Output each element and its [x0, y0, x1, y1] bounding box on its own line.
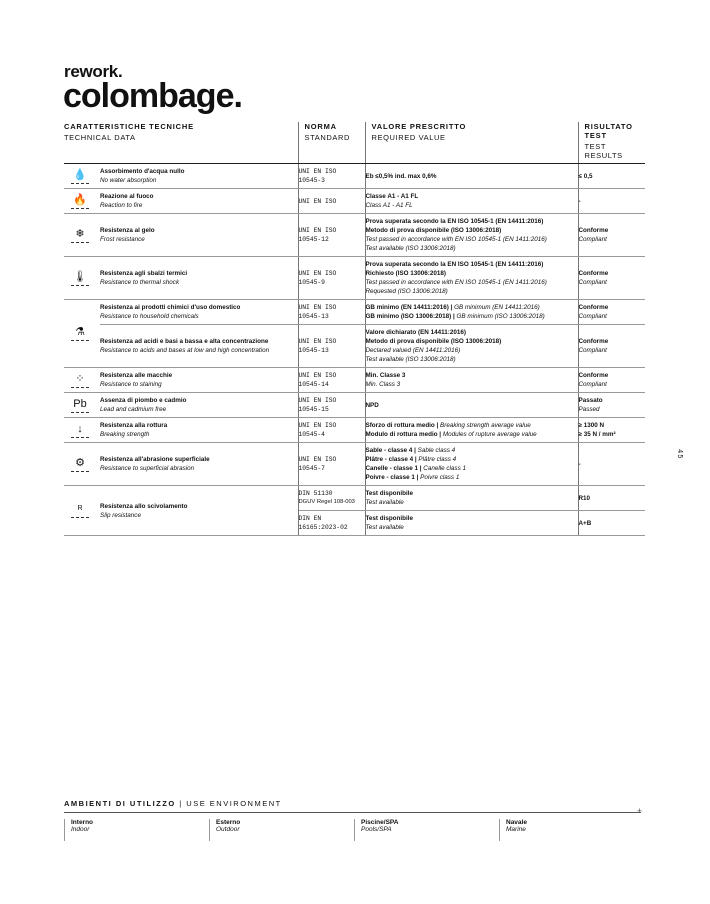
table-row — [64, 164, 645, 189]
value-it: GB minimo (ISO 13006:2018) | — [365, 313, 457, 320]
value-en: Test passed in accordance with EN ISO 10545-1 (EN 1411:2016) — [365, 279, 547, 286]
header-characteristics-en: TECHNICAL DATA — [64, 133, 136, 142]
brand-subtitle: rework. — [64, 62, 123, 81]
standard-cell — [298, 300, 365, 325]
thermometer-icon: 🌡 — [71, 271, 89, 286]
standard-line: 10545-3 — [298, 177, 325, 184]
row-icon-cell — [64, 418, 100, 443]
brand-title: colombage. — [63, 77, 242, 115]
characteristic-cell — [100, 393, 298, 418]
standard-cell — [298, 443, 365, 486]
environment-item-it: Interno — [71, 819, 94, 826]
standard-line: 16165:2023-02 — [298, 524, 348, 531]
characteristic-it: Reazione al fuoco — [100, 193, 154, 200]
value-it: Prova superata secondo la EN ISO 10545-1 (EN 14411:2016) — [365, 218, 544, 225]
environment-title-en: USE ENVIRONMENT — [186, 799, 282, 808]
test-result-cell — [578, 511, 645, 536]
characteristic-en: Reaction to fire — [100, 202, 143, 209]
abrasion-line — [366, 455, 574, 464]
test-result-cell — [578, 325, 645, 368]
standard-line: 10545-7 — [298, 465, 325, 472]
row-icon-cell — [64, 368, 100, 393]
header-standard-it: NORMA — [304, 122, 337, 131]
table-row — [64, 214, 645, 257]
abrasion-en: Canelle class 1 — [423, 465, 466, 472]
test-result-cell — [578, 300, 645, 325]
header-value-it: VALORE PRESCRITTO — [371, 122, 467, 131]
environment-item-en: Pools/SPA — [361, 826, 392, 833]
row-icon-cell — [64, 214, 100, 257]
abrasion-line — [366, 464, 574, 473]
characteristic-cell — [100, 257, 298, 300]
header-required-value — [365, 122, 578, 164]
value-line — [366, 430, 574, 439]
abrasion-line — [366, 473, 574, 482]
page-number: 45 — [675, 449, 683, 460]
characteristic-it: Assorbimento d'acqua nullo — [100, 168, 185, 175]
standard-cell — [298, 393, 365, 418]
standard-cell — [298, 368, 365, 393]
abrasion-gear-icon: ⚙ — [71, 457, 89, 472]
standard-line: 10545-13 — [298, 313, 329, 320]
required-value-cell — [365, 325, 578, 368]
value-en: Declared valued (EN 14411:2016) — [365, 347, 461, 354]
header-characteristics-it: CARATTERISTICHE TECNICHE — [64, 122, 194, 131]
abrasion-it: Canelle - classe 1 | — [365, 465, 424, 472]
standard-line: UNI EN ISO — [298, 397, 337, 404]
water-drop-icon: 💧 — [71, 169, 89, 184]
header-test-results — [578, 122, 645, 164]
standard-line: UNI EN ISO — [298, 372, 337, 379]
test-result-cell — [578, 257, 645, 300]
table-row — [64, 325, 645, 368]
standard-line: DIN EN — [298, 515, 322, 522]
environment-item-en: Outdoor — [216, 826, 240, 833]
table-row — [64, 189, 645, 214]
standard-line: UNI EN ISO — [298, 338, 337, 345]
environment-title-separator: | — [175, 799, 187, 808]
row-icon-cell — [64, 257, 100, 300]
characteristic-cell — [100, 418, 298, 443]
environment-item — [354, 819, 491, 841]
header-value-en: REQUIRED VALUE — [371, 133, 446, 142]
value-it: Richiesto (ISO 13006:2018) — [365, 270, 446, 277]
standard-cell — [298, 325, 365, 368]
result-it: - — [578, 460, 581, 468]
value-en: Class A1 - A1 FL — [365, 202, 413, 209]
standard-cell — [298, 257, 365, 300]
required-value-cell — [365, 189, 578, 214]
test-result-cell — [578, 368, 645, 393]
required-value-cell — [365, 511, 578, 536]
environment-item — [64, 819, 201, 841]
standard-line: 10545-12 — [298, 236, 329, 243]
standard-line: 10545-4 — [298, 431, 325, 438]
standard-cell — [298, 511, 365, 536]
header-results-en: TEST RESULTS — [584, 142, 623, 160]
value-it: Modulo di rottura medio | — [365, 431, 443, 438]
header-standard-en: STANDARD — [304, 133, 350, 142]
value-en: Test available — [365, 499, 404, 506]
result-line: ≥ 35 N / mm² — [578, 431, 616, 438]
characteristic-en: Resistance to thermal shock — [100, 279, 180, 286]
standard-cell — [298, 418, 365, 443]
value-it: Test disponibile — [365, 490, 413, 497]
required-value-cell — [365, 443, 578, 486]
environment-item-it: Esterno — [216, 819, 241, 826]
result-it: Conforme — [578, 372, 609, 379]
characteristic-cell — [100, 368, 298, 393]
result-en: Compliant — [578, 236, 607, 243]
standard-cell — [298, 164, 365, 189]
characteristic-it: Resistenza allo scivolamento — [100, 502, 188, 510]
abrasion-it: Sable - classe 4 | — [365, 447, 418, 454]
fire-icon: 🔥 — [71, 194, 89, 209]
value-it: NPD — [365, 401, 379, 409]
header-characteristics — [64, 122, 298, 164]
test-result-cell — [578, 393, 645, 418]
standard-line: UNI EN ISO — [298, 168, 337, 175]
technical-data-table — [64, 122, 645, 536]
value-it: Test disponibile — [365, 515, 413, 522]
required-value-cell — [365, 368, 578, 393]
test-result-cell — [578, 443, 645, 486]
characteristic-en: Resistance to acids and bases at low and high concentration — [100, 347, 270, 354]
standard-line: 10545-14 — [298, 381, 329, 388]
standard-line: 10545-9 — [298, 279, 325, 286]
value-en: Test passed in accordance with EN ISO 10545-1 (EN 1411:2016) — [365, 236, 547, 243]
table-row — [64, 443, 645, 486]
characteristic-it: Resistenza alla rottura — [100, 422, 168, 429]
value-it: Eb ≤0,5% ind. max 0,6% — [365, 172, 437, 180]
characteristic-it: Resistenza ai prodotti chimici d'uso domestico — [100, 304, 241, 311]
table-row — [64, 393, 645, 418]
standard-line: UNI EN ISO — [298, 270, 337, 277]
value-it: Prova superata secondo la EN ISO 10545-1 (EN 14411:2016) — [365, 261, 544, 268]
environment-item — [209, 819, 346, 841]
plus-mark: + — [637, 806, 643, 816]
result-en: Compliant — [578, 381, 607, 388]
characteristic-cell — [100, 189, 298, 214]
characteristic-cell — [100, 443, 298, 486]
value-en: GB minimum (ISO 13006:2018) — [456, 313, 545, 320]
value-it: Sforzo di rottura medio | — [365, 422, 441, 429]
characteristic-it: Resistenza all'abrasione superficiale — [100, 456, 210, 463]
result-en: Passed — [578, 406, 600, 413]
abrasion-it: Plâtre - classe 4 | — [365, 456, 419, 463]
standard-line: DGUV Regel 108-003 — [298, 499, 355, 505]
characteristic-cell — [100, 164, 298, 189]
value-en: Requested (ISO 13006:2018) — [365, 288, 448, 295]
table-row — [64, 257, 645, 300]
value-it: Min. Classe 3 — [365, 372, 406, 379]
row-icon-cell — [64, 300, 100, 368]
characteristic-it: Resistenza ad acidi e basi a bassa e alta concentrazione — [100, 338, 269, 345]
characteristic-cell — [100, 486, 298, 536]
header-standard — [298, 122, 365, 164]
stain-dots-icon: ⁘ — [71, 373, 89, 388]
standard-line: UNI EN ISO — [298, 456, 337, 463]
required-value-cell — [365, 486, 578, 511]
standard-line: 10545-15 — [298, 406, 329, 413]
test-result-cell — [578, 214, 645, 257]
environment-title-it: AMBIENTI DI UTILIZZO — [64, 799, 176, 808]
environment-divider — [64, 812, 641, 813]
value-it: GB minimo (EN 14411:2016) | — [365, 304, 455, 311]
test-result-cell — [578, 164, 645, 189]
standard-line: 10545-13 — [298, 347, 329, 354]
slip-r-icon: R — [71, 503, 89, 518]
characteristic-en: Resistance to staining — [100, 381, 162, 388]
row-icon-cell — [64, 443, 100, 486]
result-it: A+B — [578, 519, 592, 527]
result-it: ≤ 0,5 — [578, 172, 593, 180]
required-value-cell — [365, 393, 578, 418]
characteristic-en: Breaking strength — [100, 431, 150, 438]
standard-line: UNI EN ISO — [298, 304, 337, 311]
result-it: R10 — [578, 494, 591, 502]
result-en: Compliant — [578, 313, 607, 320]
abrasion-en: Sable class 4 — [417, 447, 456, 454]
environment-item — [499, 819, 636, 841]
required-value-cell — [365, 300, 578, 325]
value-en: Test available (ISO 13006:2018) — [365, 245, 456, 252]
result-it: Conforme — [578, 338, 609, 345]
value-it: Classe A1 - A1 FL — [365, 193, 419, 200]
value-en: Breaking strength average value — [440, 422, 531, 429]
table-row — [64, 418, 645, 443]
characteristic-it: Resistenza agli sbalzi termici — [100, 270, 188, 277]
abrasion-en: Poivre class 1 — [420, 474, 460, 481]
value-en: Min. Class 3 — [365, 381, 401, 388]
characteristic-it: Resistenza alle macchie — [100, 372, 173, 379]
required-value-cell — [365, 257, 578, 300]
environment-item-en: Indoor — [71, 826, 90, 833]
snowflake-icon: ❄ — [71, 228, 89, 243]
no-lead-icon: Pb — [71, 398, 89, 413]
breaking-arrow-icon: ↓ — [71, 423, 89, 438]
table-header-row — [64, 122, 645, 164]
chemical-flask-icon: ⚗ — [71, 326, 89, 341]
value-line — [366, 312, 574, 321]
row-icon-cell — [64, 164, 100, 189]
result-en: Compliant — [578, 279, 607, 286]
characteristic-en: Frost resistance — [100, 236, 145, 243]
environment-title — [64, 799, 282, 808]
characteristic-cell — [100, 300, 298, 325]
result-it: - — [578, 197, 581, 205]
standard-cell — [298, 189, 365, 214]
value-line — [366, 303, 574, 312]
row-icon-cell — [64, 189, 100, 214]
characteristic-en: Lead and cadmium free — [100, 406, 167, 413]
test-result-cell — [578, 189, 645, 214]
value-en: Modules of rupture average value — [442, 431, 537, 438]
value-en: Test available (ISO 13006:2018) — [365, 356, 456, 363]
characteristic-cell — [100, 325, 298, 368]
table-row — [64, 486, 645, 511]
table-row — [64, 368, 645, 393]
characteristic-it: Resistenza al gelo — [100, 227, 155, 234]
result-en: Compliant — [578, 347, 607, 354]
abrasion-en: Plâtre class 4 — [418, 456, 457, 463]
required-value-cell — [365, 214, 578, 257]
result-it: Conforme — [578, 304, 609, 311]
characteristic-cell — [100, 214, 298, 257]
environment-item-it: Navale — [506, 819, 527, 826]
value-line — [366, 421, 574, 430]
result-it: Conforme — [578, 227, 609, 234]
value-it: Metodo di prova disponibile (ISO 13006:2018) — [365, 227, 502, 234]
characteristic-en: Resistance to household chemicals — [100, 313, 199, 320]
standard-cell — [298, 486, 365, 511]
standard-line: UNI EN ISO — [298, 227, 337, 234]
characteristic-en: No water absorption — [100, 177, 157, 184]
value-it: Metodo di prova disponibile (ISO 13006:2018) — [365, 338, 502, 345]
standard-line: UNI EN ISO — [298, 197, 337, 205]
required-value-cell — [365, 164, 578, 189]
characteristic-en: Resistance to superficial abrasion — [100, 465, 195, 472]
standard-cell — [298, 214, 365, 257]
result-it: Conforme — [578, 270, 609, 277]
standard-line: UNI EN ISO — [298, 422, 337, 429]
value-en: GB minimum (EN 14411:2016) — [454, 304, 540, 311]
test-result-cell — [578, 486, 645, 511]
characteristic-it: Assenza di piombo e cadmio — [100, 397, 187, 404]
characteristic-en: Slip resistance — [100, 511, 141, 519]
result-it: Passato — [578, 397, 603, 404]
abrasion-it: Poivre - classe 1 | — [365, 474, 421, 481]
value-en: Test available — [365, 524, 404, 531]
environment-item-en: Marine — [506, 826, 526, 833]
header-results-it: RISULTATO TEST — [584, 122, 633, 140]
row-icon-cell — [64, 486, 100, 536]
value-it: Valore dichiarato (EN 14411:2016) — [365, 329, 466, 336]
abrasion-line — [366, 446, 574, 455]
table-row — [64, 300, 645, 325]
test-result-cell — [578, 418, 645, 443]
result-it: ≥ 1300 N — [578, 422, 605, 429]
row-icon-cell — [64, 393, 100, 418]
required-value-cell — [365, 418, 578, 443]
environment-item-it: Piscine/SPA — [361, 819, 399, 826]
standard-line: DIN 51130 — [298, 490, 333, 497]
